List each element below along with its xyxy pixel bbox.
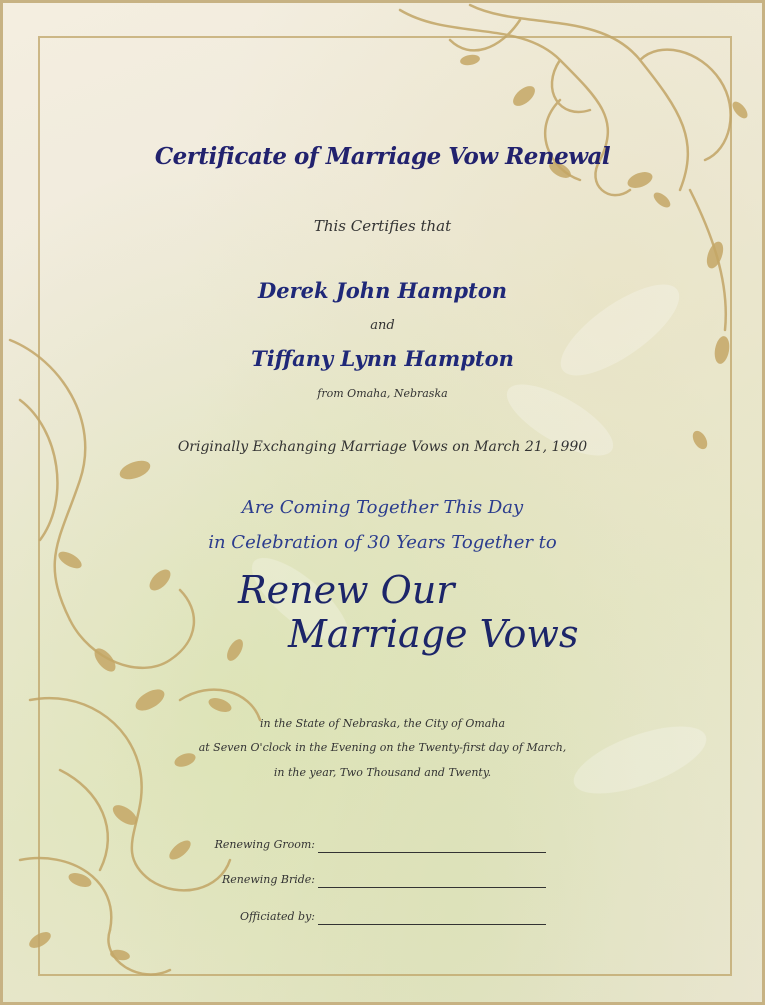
hometown-text: from Omaha, Nebraska — [317, 387, 448, 400]
location-line-3: in the year, Two Thousand and Twenty. — [273, 766, 492, 779]
groom-signature-label: Renewing Groom: — [214, 838, 315, 851]
coming-together-text: Are Coming Together This Day — [241, 497, 524, 518]
bride-signature-row — [0, 871, 765, 891]
bride-name: Tiffany Lynn Hampton — [251, 346, 514, 371]
location-line-2: at Seven O'clock in the Evening on the Twenty-first day of March, — [198, 741, 567, 754]
certificate-title: Certificate of Marriage Vow Renewal — [154, 143, 611, 170]
location-line-1: in the State of Nebraska, the City of Omaha — [259, 717, 505, 730]
groom-name: Derek John Hampton — [258, 278, 507, 303]
renew-heading-line1: Renew Our — [238, 568, 455, 612]
groom-signature-line[interactable] — [318, 852, 546, 853]
certifies-text: This Certifies that — [313, 217, 452, 235]
groom-signature-row — [0, 836, 765, 856]
officiant-signature-label: Officiated by: — [240, 910, 315, 923]
bride-signature-line[interactable] — [318, 887, 546, 888]
celebration-text: in Celebration of 30 Years Together to — [208, 532, 557, 553]
bride-signature-label: Renewing Bride: — [221, 873, 315, 886]
officiant-signature-line[interactable] — [318, 924, 546, 925]
officiant-signature-row — [0, 908, 765, 928]
original-date-text: Originally Exchanging Marriage Vows on March 21, 1990 — [177, 439, 588, 455]
renew-heading-line2: Marriage Vows — [288, 612, 579, 656]
and-text: and — [370, 318, 395, 333]
